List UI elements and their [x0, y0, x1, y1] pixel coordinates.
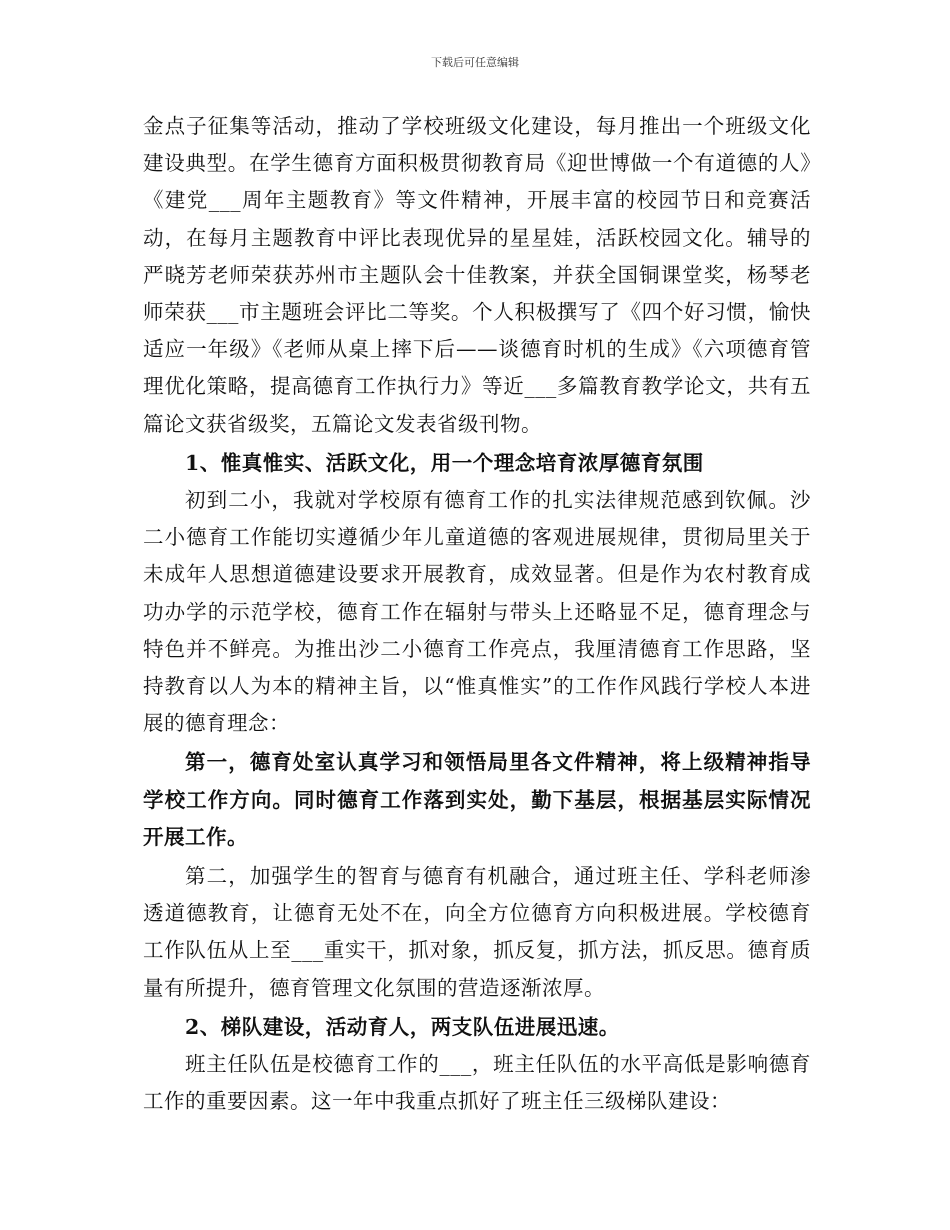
paragraph-activities: 金点子征集等活动，推动了学校班级文化建设，每月推出一个班级文化建设典型。在学生德育方面积极贯彻教育局《迎世博做一个有道德的人》《建党___周年主题教育》等文件精神，开展丰富的校园节日和竞赛活动，在每月主题教育中评比表现优异的星星娃，活跃校园文化。辅导的严晓芳老师荣获苏州市主题队会十佳教案，并获全国铜课堂奖，杨琴老师荣获___市主题班会评比二等奖。个人积极撰写了《四个好习惯，愉快适应一年级》《老师从桌上摔下后——谈德育时机的生成》《六项德育管理优化策略，提高德育工作执行力》等近___多篇教育教学论文，共有五篇论文获省级奖，五篇论文发表省级刊物。: [143, 114, 811, 436]
paragraph-teacher-team: 班主任队伍是校德育工作的___，班主任队伍的水平高低是影响德育工作的重要因素。这一年中我重点抓好了班主任三级梯队建设：: [143, 1052, 811, 1114]
document-body: [143, 108, 811, 1120]
page-header: 下载后可任意编辑: [431, 56, 519, 69]
paragraph-first-point: 第一，德育处室认真学习和领悟局里各文件精神，将上级精神指导学校工作方向。同时德育工作落到实处，勤下基层，根据基层实际情况开展工作。: [143, 750, 811, 849]
paragraph-philosophy: 初到二小，我就对学校原有德育工作的扎实法律规范感到钦佩。沙二小德育工作能切实遵循少年儿童道德的客观进展规律，贯彻局里关于未成年人思想道德建设要求开展教育，成效显著。但是作为农村教育成功办学的示范学校，德育工作在辐射与带头上还略显不足，德育理念与特色并不鲜亮。为推出沙二小德育工作亮点，我厘清德育工作思路，坚持教育以人为本的精神主旨，以“惟真惟实”的工作作风践行学校人本进展的德育理念：: [143, 488, 811, 736]
section-heading-2: 2、梯队建设，活动育人，两支队伍进展迅速。: [185, 1014, 620, 1039]
section-heading-1: 1、惟真惟实、活跃文化，用一个理念培育浓厚德育氛围: [185, 450, 704, 475]
paragraph-second-point: 第二，加强学生的智育与德育有机融合，通过班主任、学科老师渗透道德教育，让德育无处不在，向全方位德育方向积极进展。学校德育工作队伍从上至___重实干，抓对象，抓反复，抓方法，抓反思。德育质量有所提升，德育管理文化氛围的营造逐渐浓厚。: [143, 864, 811, 1000]
